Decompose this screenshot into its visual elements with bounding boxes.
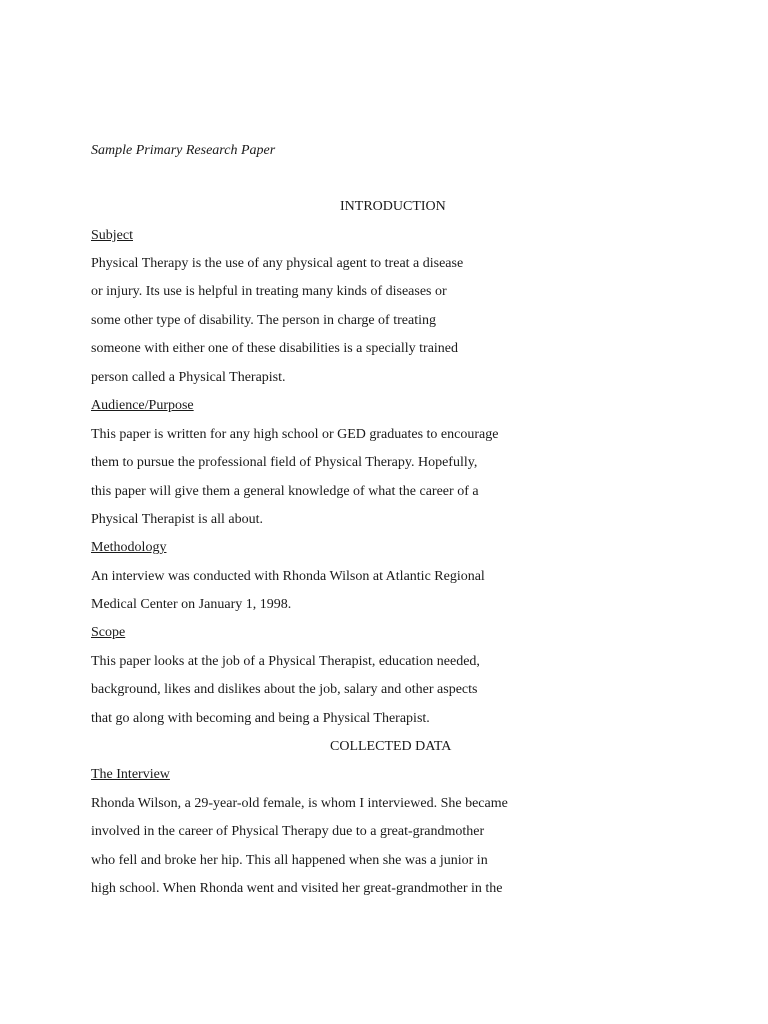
collected-data-heading: COLLECTED DATA [330, 739, 452, 754]
interview-heading: The Interview [91, 767, 170, 782]
paragraph-line: them to pursue the professional field of Physical Therapy. Hopefully, [91, 455, 478, 471]
paragraph-line: Medical Center on January 1, 1998. [91, 597, 292, 613]
paragraph-line: some other type of disability. The person in charge of treating [91, 312, 436, 328]
paragraph-line: background, likes and dislikes about the job, salary and other aspects [91, 682, 478, 698]
subject-paragraph [91, 250, 551, 392]
paragraph-line: Physical Therapy is the use of any physical agent to treat a disease [91, 256, 464, 271]
paragraph-line: person called a Physical Therapist. [91, 369, 286, 385]
audience-purpose-paragraph [91, 421, 551, 535]
paragraph-line: someone with either one of these disabilities is a specially trained [91, 341, 459, 357]
methodology-heading: Methodology [91, 540, 167, 555]
paragraph-line: This paper looks at the job of a Physical Therapist, education needed, [91, 654, 480, 669]
paragraph-line: This paper is written for any high school or GED graduates to encourage [91, 427, 499, 442]
paragraph-line: or injury. Its use is helpful in treating many kinds of diseases or [91, 284, 447, 300]
paragraph-line: that go along with becoming and being a Physical Therapist. [91, 710, 430, 726]
paragraph-line: high school. When Rhonda went and visited her great-grandmother in the [91, 881, 503, 897]
interview-paragraph [91, 790, 551, 904]
paragraph-line: this paper will give them a general knowledge of what the career of a [91, 483, 479, 499]
paragraph-line: An interview was conducted with Rhonda Wilson at Atlantic Regional [91, 569, 485, 584]
scope-paragraph [91, 648, 551, 733]
methodology-paragraph [91, 563, 551, 620]
paragraph-line: involved in the career of Physical Therapy due to a great-grandmother [91, 824, 485, 840]
paragraph-line: Physical Therapist is all about. [91, 512, 263, 528]
subject-heading: Subject [91, 228, 133, 243]
audience-purpose-heading: Audience/Purpose [91, 398, 194, 413]
document-title: Sample Primary Research Paper [91, 143, 276, 158]
paragraph-line: who fell and broke her hip. This all happened when she was a junior in [91, 852, 488, 868]
paragraph-line: Rhonda Wilson, a 29-year-old female, is whom I interviewed. She became [91, 796, 508, 811]
introduction-heading: INTRODUCTION [340, 199, 446, 214]
scope-heading: Scope [91, 625, 126, 640]
